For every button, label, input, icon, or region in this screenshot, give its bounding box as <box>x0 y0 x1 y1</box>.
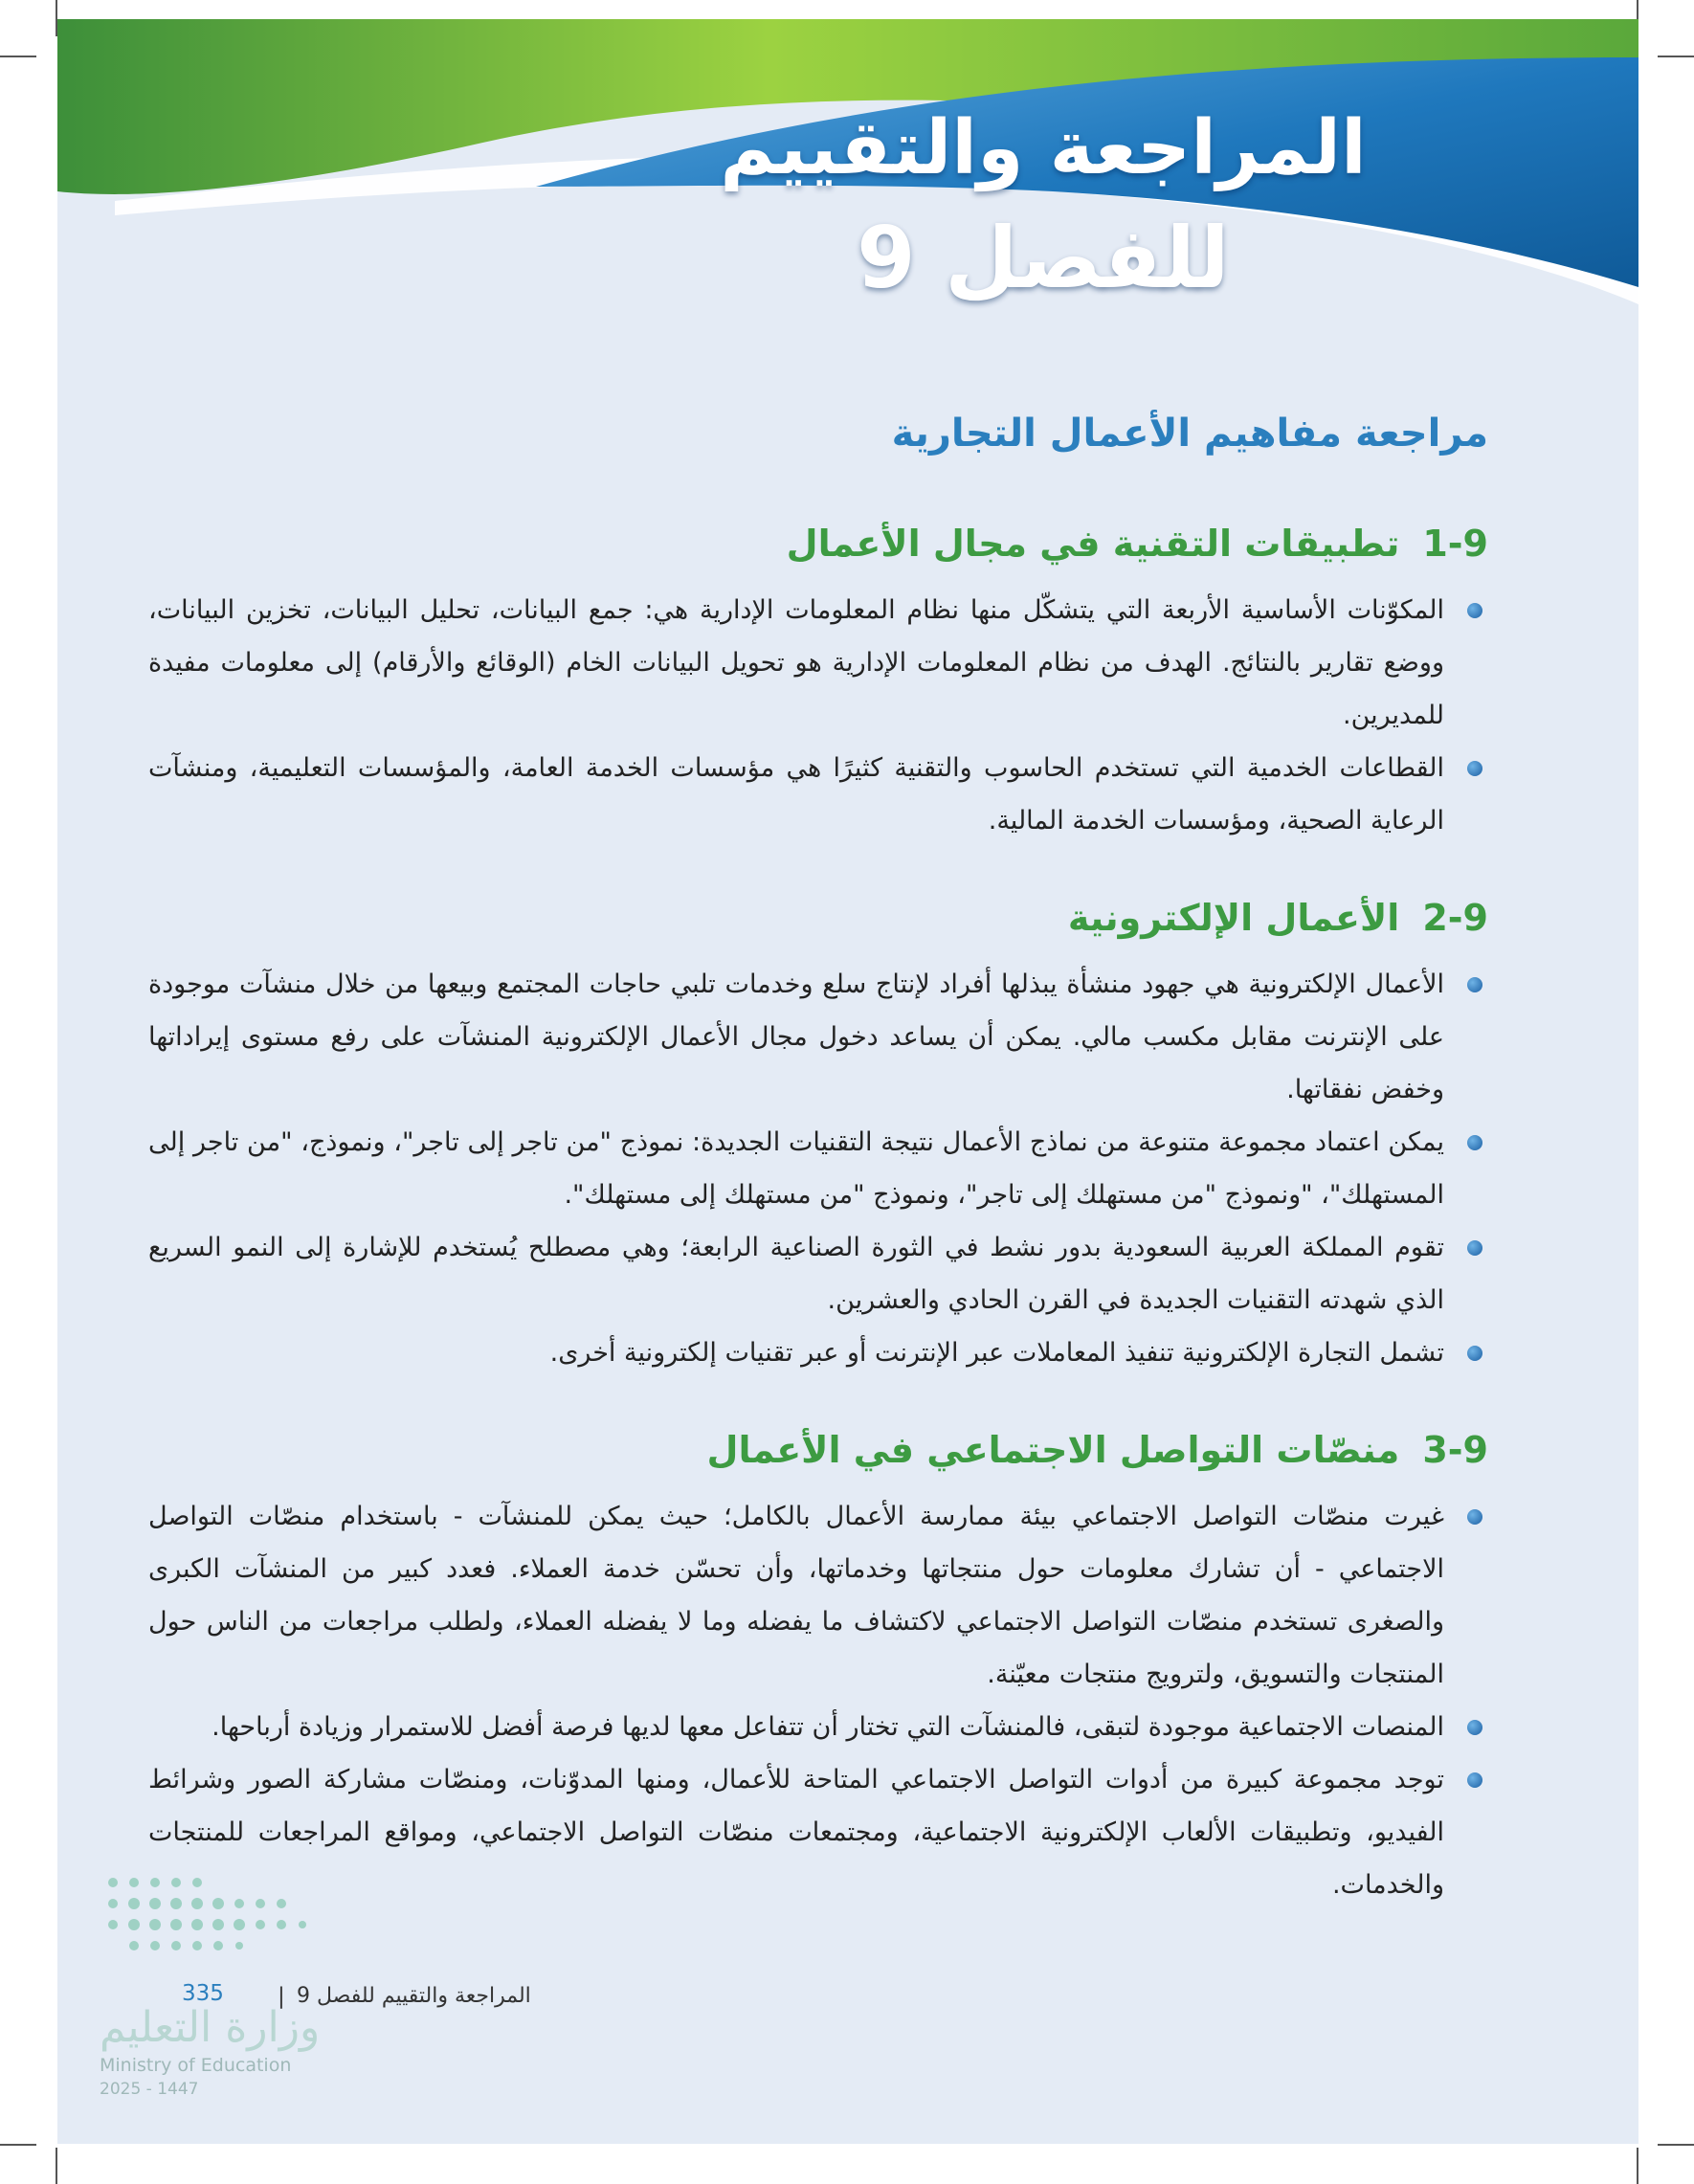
bullet-dot-icon <box>1467 1240 1482 1256</box>
main-content <box>148 412 1488 1961</box>
bullet-dot-icon <box>1467 1135 1482 1150</box>
crop-mark <box>0 2144 36 2146</box>
bullet-text: يمكن اعتماد مجموعة متنوعة من نماذج الأعمال نتيجة التقنيات الجديدة: نموذج "من تاجر إلى تاجر"، ونموذج، "من تاجر إلى المستهلك"، "ونموذج "من مستهلك إلى تاجر"، ونموذج "من مستهلك إلى مستهلك". <box>148 1127 1444 1210</box>
bullet-text: المكوّنات الأساسية الأربعة التي يتشكّل منها نظام المعلومات الإدارية هي: جمع البيانات، تحليل البيانات، تخزين البيانات، ووضع تقارير بالنتائج. الهدف من نظام المعلومات الإدارية هو تحويل البيانات الخام (الوقائع والأرقام) إلى معلومات مفيدة للمديرين. <box>148 595 1444 730</box>
bullet-item <box>148 1490 1488 1701</box>
section-number: 2-9 <box>1422 897 1488 939</box>
section-title <box>148 897 1488 939</box>
bullet-item <box>148 742 1488 847</box>
section-title <box>148 1429 1488 1471</box>
section-title-text: منصّات التواصل الاجتماعي في الأعمال <box>706 1429 1400 1471</box>
bullet-item <box>148 1701 1488 1753</box>
page-footer <box>57 1871 555 2099</box>
bullet-dot-icon <box>1467 977 1482 992</box>
ministry-name-english: Ministry of Education <box>100 2055 292 2076</box>
bullet-text: الأعمال الإلكترونية هي جهود منشأة يبذلها أفراد لإنتاج سلع وخدمات تلبي حاجات المجتمع وبيعها من خلال منشآت موجودة على الإنترنت مقابل مكسب مالي. يمكن أن يساعد دخول مجال الأعمال الإلكترونية المنشآت على رفع مستوى إيراداتها وخفض نفقاتها. <box>148 969 1444 1104</box>
section-3 <box>148 1429 1488 1911</box>
bullet-text: القطاعات الخدمية التي تستخدم الحاسوب والتقنية كثيرًا هي مؤسسات الخدمة العامة، والمؤسسات التعليمية، ومنشآت الرعاية الصحية، ومؤسسات الخدمة المالية. <box>148 753 1444 836</box>
bullet-text: غيرت منصّات التواصل الاجتماعي بيئة ممارسة الأعمال بالكامل؛ حيث يمكن للمنشآت - باستخدام منصّات التواصل الاجتماعي - أن تشارك معلومات حول منتجاتها وخدماتها، وأن تحسّن خدمة العملاء. فعدد كبير من المنشآت الكبرى والصغرى تستخدم منصّات التواصل الاجتماعي لاكتشاف ما يفضله وما لا يفضله العملاء، ولطلب مراجعات من الناس حول المنتجات والتسويق، ولترويج منتجات معيّنة. <box>148 1502 1444 1689</box>
bullet-text: تشمل التجارة الإلكترونية تنفيذ المعاملات عبر الإنترنت أو عبر تقنيات إلكترونية أخرى. <box>549 1338 1444 1368</box>
page-number: 335 <box>182 1981 224 2006</box>
bullet-dot-icon <box>1467 1720 1482 1735</box>
bullet-item <box>148 1326 1488 1379</box>
section-1 <box>148 523 1488 847</box>
title-line-2: للفصل 9 <box>857 209 1230 307</box>
bullet-dot-icon <box>1467 1509 1482 1525</box>
bullet-item <box>148 958 1488 1116</box>
bullet-item <box>148 1116 1488 1221</box>
bullet-text: توجد مجموعة كبيرة من أدوات التواصل الاجتماعي المتاحة للأعمال، ومنها المدوّنات، ومنصّات مشاركة الصور وشرائط الفيديو، وتطبيقات الألعاب الإلكترونية الاجتماعية، ومجتمعات منصّات التواصل الاجتماعي، ومواقع المراجعات للمنتجات والخدمات. <box>148 1765 1444 1900</box>
footer-year: 2025 - 1447 <box>100 2080 199 2099</box>
section-number: 3-9 <box>1422 1429 1488 1471</box>
crop-mark <box>56 2148 57 2184</box>
bullet-text: تقوم المملكة العربية السعودية بدور نشط في الثورة الصناعية الرابعة؛ وهي مصطلح يُستخدم للإشارة إلى النمو السريع الذي شهدته التقنيات الجديدة في القرن الحادي والعشرين. <box>148 1233 1444 1315</box>
page-heading: مراجعة مفاهيم الأعمال التجارية <box>891 412 1488 456</box>
title-line-1: المراجعة والتقييم <box>720 105 1367 191</box>
section-number: 1-9 <box>1422 523 1488 565</box>
section-title <box>148 523 1488 565</box>
ministry-name-arabic: وزارة التعليم <box>100 2003 321 2052</box>
bullet-dot-icon <box>1467 603 1482 618</box>
section-title-text: تطبيقات التقنية في مجال الأعمال <box>786 523 1400 565</box>
crop-mark <box>1658 2144 1694 2146</box>
section-2 <box>148 897 1488 1379</box>
crop-mark <box>1637 2148 1638 2184</box>
bullet-dot-icon <box>1467 761 1482 776</box>
bullet-item <box>148 1221 1488 1326</box>
ministry-logo-dots-icon <box>100 1871 358 1976</box>
footer-separator: | <box>278 1984 285 2009</box>
bullet-dot-icon <box>1467 1772 1482 1788</box>
bullet-dot-icon <box>1467 1346 1482 1361</box>
bullet-item <box>148 584 1488 742</box>
footer-chapter-label: المراجعة والتقييم للفصل 9 <box>297 1984 531 2008</box>
bullet-text: المنصات الاجتماعية موجودة لتبقى، فالمنشآت التي تختار أن تتفاعل معها لديها فرصة أفضل للاستمرار وزيادة أرباحها. <box>212 1712 1444 1742</box>
chapter-title <box>613 96 1474 316</box>
section-title-text: الأعمال الإلكترونية <box>1067 897 1400 939</box>
